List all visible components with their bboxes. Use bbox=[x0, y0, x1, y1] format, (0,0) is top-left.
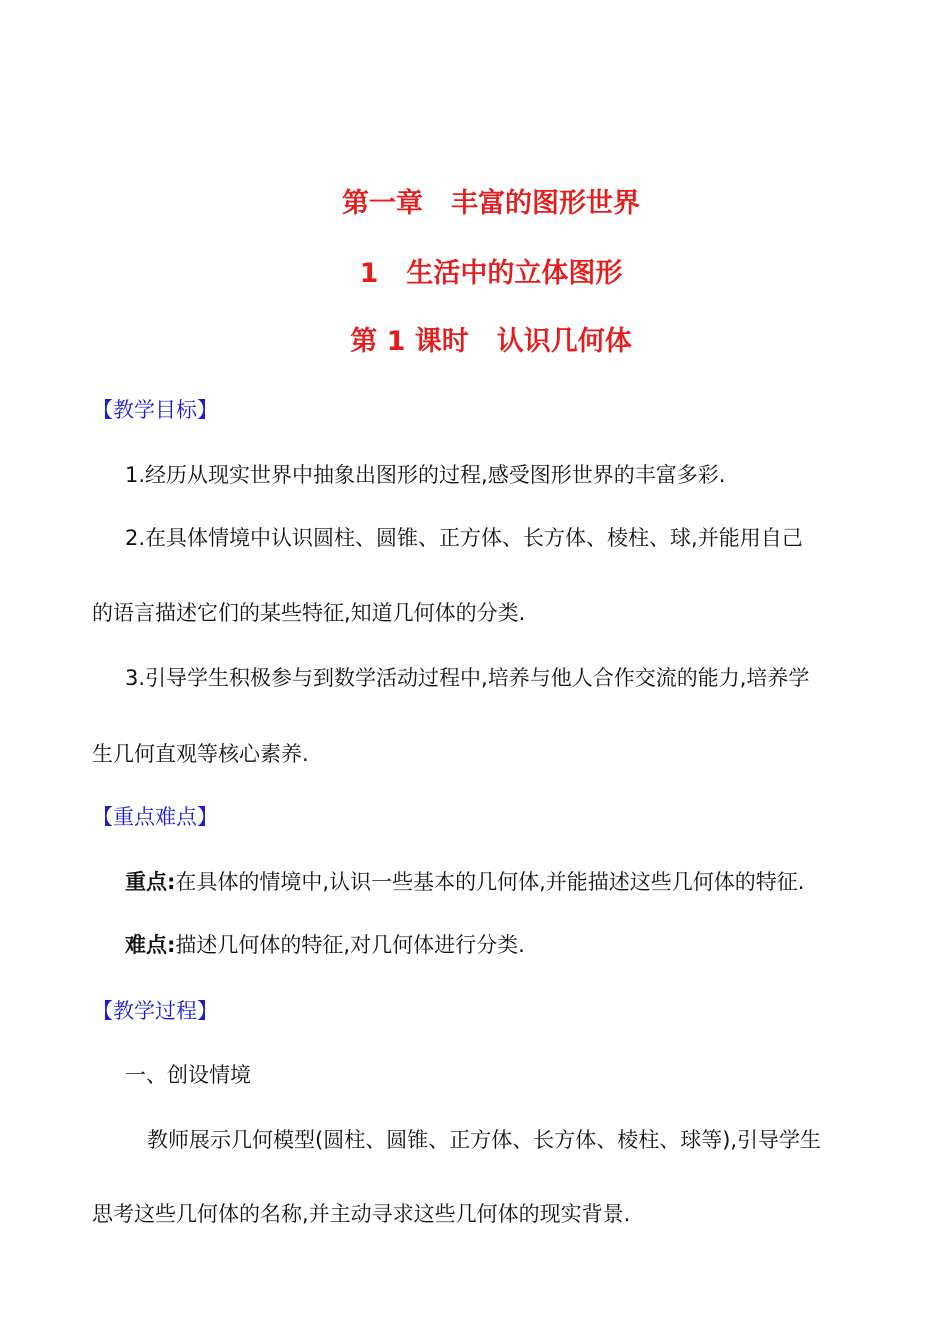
focus-label: 重点: bbox=[125, 870, 176, 894]
process-heading: 【教学过程】 bbox=[92, 999, 218, 1023]
difficulty-point bbox=[125, 930, 525, 960]
process-step-1-heading: 一、创设情境 bbox=[125, 1063, 251, 1087]
lesson-number: 第 1 课时 bbox=[350, 326, 469, 357]
objective-item-3-line-1: 3.引导学生积极参与到数学活动过程中,培养与他人合作交流的能力,培养学 bbox=[125, 666, 810, 690]
difficulty-text: 描述几何体的特征,对几何体进行分类. bbox=[175, 933, 525, 957]
chapter-number: 第一章 bbox=[342, 188, 423, 219]
section-name: 生活中的立体图形 bbox=[406, 258, 623, 289]
chapter-title bbox=[0, 186, 950, 222]
chapter-name: 丰富的图形世界 bbox=[451, 188, 640, 219]
key-points-heading: 【重点难点】 bbox=[92, 805, 218, 829]
process-step-1-line-1: 教师展示几何模型(圆柱、圆锥、正方体、长方体、棱柱、球等),引导学生 bbox=[147, 1128, 822, 1152]
objective-item-2-line-1: 2.在具体情境中认识圆柱、圆锥、正方体、长方体、棱柱、球,并能用自己 bbox=[125, 526, 803, 550]
lesson-title bbox=[0, 324, 950, 360]
difficulty-label: 难点: bbox=[125, 933, 176, 957]
objectives-heading: 【教学目标】 bbox=[92, 398, 218, 422]
focus-text: 在具体的情境中,认识一些基本的几何体,并能描述这些几何体的特征. bbox=[175, 870, 805, 894]
process-step-1-line-2: 思考这些几何体的名称,并主动寻求这些几何体的现实背景. bbox=[92, 1202, 631, 1226]
objective-item-1: 1.经历从现实世界中抽象出图形的过程,感受图形世界的丰富多彩. bbox=[125, 463, 726, 487]
section-title bbox=[0, 256, 950, 292]
section-number: 1 bbox=[359, 258, 379, 289]
lesson-name: 认识几何体 bbox=[496, 326, 632, 357]
focus-point bbox=[125, 867, 804, 897]
objective-item-2-line-2: 的语言描述它们的某些特征,知道几何体的分类. bbox=[92, 601, 526, 625]
objective-item-3-line-2: 生几何直观等核心素养. bbox=[92, 742, 309, 766]
